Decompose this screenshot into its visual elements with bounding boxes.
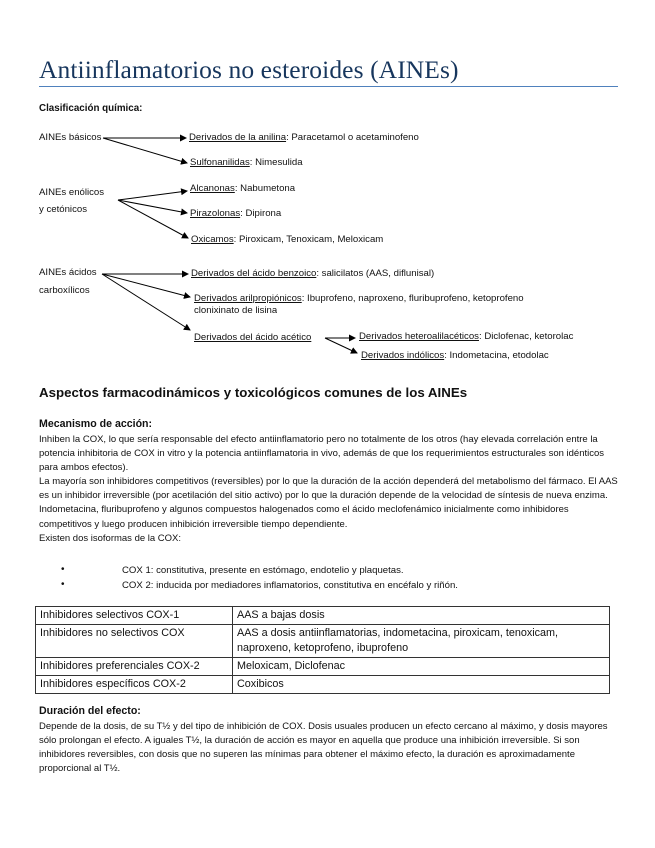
class-item-desc: : Piroxicam, Tenoxicam, Meloxicam [233,234,384,245]
arrow-enolic-3 [118,200,188,238]
table-row [36,607,610,625]
class-subitem [361,350,549,362]
mechanism-p1: Inhiben la COX, lo que sería responsable del efecto antiinflamatorio pero no totalmente de los otros (hay elevada correlación entre la potencia inhibitoria de COX in vitro y la potencia antiinflamatoria in vivo, además de que los requerimientos estructurales son idénticos para ambos efectos). [39,434,605,474]
cox-inhibitors-table [35,606,610,694]
mechanism-paragraphs [39,433,619,546]
class-item [189,132,419,144]
class-item-name: Sulfonanilidas [190,157,250,168]
class-item-desc: : Ibuprofeno, naproxeno, fluribuprofeno, ketoprofeno [301,293,524,304]
bullet-icon: • [61,579,65,590]
class-item-name: Derivados del ácido benzoico [191,268,317,279]
class-item [190,208,281,220]
class-item-desc: : Dipirona [240,208,282,219]
table-cell-drugs: AAS a dosis antiinflamatorias, indometacina, piroxicam, tenoxicam, naproxeno, ketoprofeno, ibuprofeno [233,625,610,658]
group-label-enolic-1: AINEs enólicos [39,187,105,198]
bullet-cox2: COX 2: inducida por mediadores inflamatorios, constitutiva en encéfalo y riñón. [122,580,458,591]
duration-p1: Depende de la dosis, de su T½ y del tipo de inhibición de COX. Dosis usuales producen un efecto cercano al máximo, y dosis mayores sólo prolongan el efecto. A iguales T½, la duración de acción es mayor en aquella que produce una inhibición irreversible. Si son inhibidores reversibles, con dosis que no superen las mínimas para obtener el máximo efecto, la duración es aproximadamente proporcional al T½. [39,721,608,775]
duration-paragraph [39,720,619,776]
class-item [191,234,383,246]
class-item-name: Derivados de la anilina [189,132,287,143]
class-item-desc: : Paracetamol o acetaminofeno [286,132,419,143]
group-label-acid-1: AINEs ácidos [39,267,97,278]
class-item-desc: : salicilatos (AAS, diflunisal) [316,268,435,279]
class-item-name: Oxicamos [191,234,234,245]
table-cell-drugs: AAS a bajas dosis [233,607,610,625]
class-item [190,183,295,195]
mechanism-p2: La mayoría son inhibidores competitivos (reversibles) por lo que la duración de la acción dependerá del metabolismo del fármaco. El AAS es un inhibidor irreversible (por acetilación del sitio activo) por lo que la duración depende de la velocidad de síntesis de nueva enzima. Indometacina, fluribuprofeno y algunos compuestos halogenados como el ácido meclofenámico inicialmente como inhibidores competitivos y luego producen inhibición irreversible tiempo dependiente. [39,476,618,530]
arrow-acetic-2 [325,338,357,353]
table-row [36,676,610,694]
table-cell-drugs: Meloxicam, Diclofenac [233,658,610,676]
class-subitem [359,331,573,343]
arrow-basic-2 [103,138,187,163]
class-item [191,268,434,280]
clipped-text-line [194,303,277,315]
arrow-enolic-2 [118,200,187,213]
class-item-name: Pirazolonas [190,208,241,219]
class-item-name: Derivados indólicos [361,350,445,361]
class-item-desc: : Nimesulida [249,157,303,168]
mechanism-p3: Existen dos isoformas de la COX: [39,532,182,544]
class-item-name: Alcanonas [190,183,235,194]
class-item [190,157,303,169]
table-row [36,625,610,658]
arrow-acid-2 [102,274,190,297]
table-cell-drugs: Coxibicos [233,676,610,694]
mechanism-heading: Mecanismo de acción: [39,418,153,430]
clipped-text: clonixinato de lisina [194,305,278,315]
class-item-desc: : Nabumetona [234,183,296,194]
table-row [36,658,610,676]
class-item-desc: : Indometacina, etodolac [444,350,549,361]
section-heading: Aspectos farmacodinámicos y toxicológicos comunes de los AINEs [39,385,468,400]
class-item-desc: : Diclofenac, ketorolac [478,331,574,342]
group-label-enolic-2: y cetónicos [39,204,87,215]
bullet-icon: • [61,564,65,575]
group-label-acid-2: carboxílicos [39,285,90,296]
page-title: Antiinflamatorios no esteroides (AINEs) [39,55,459,84]
bullet-cox1: COX 1: constitutiva, presente en estómago, endotelio y plaquetas. [122,565,404,576]
classification-heading: Clasificación química: [39,103,143,114]
arrow-acid-3 [102,274,190,330]
class-item-name: Derivados arilpropiónicos [194,293,302,304]
table-cell-type: Inhibidores no selectivos COX [36,625,233,658]
class-item-name: Derivados heteroalilacéticos [359,331,479,342]
table-cell-type: Inhibidores preferenciales COX-2 [36,658,233,676]
table-cell-type: Inhibidores específicos COX-2 [36,676,233,694]
class-item-name: Derivados del ácido acético [194,332,312,343]
group-label-basic: AINEs básicos [39,132,102,143]
table-cell-type: Inhibidores selectivos COX-1 [36,607,233,625]
duration-heading: Duración del efecto: [39,705,141,717]
arrow-enolic-1 [118,191,187,200]
class-item [194,332,311,344]
